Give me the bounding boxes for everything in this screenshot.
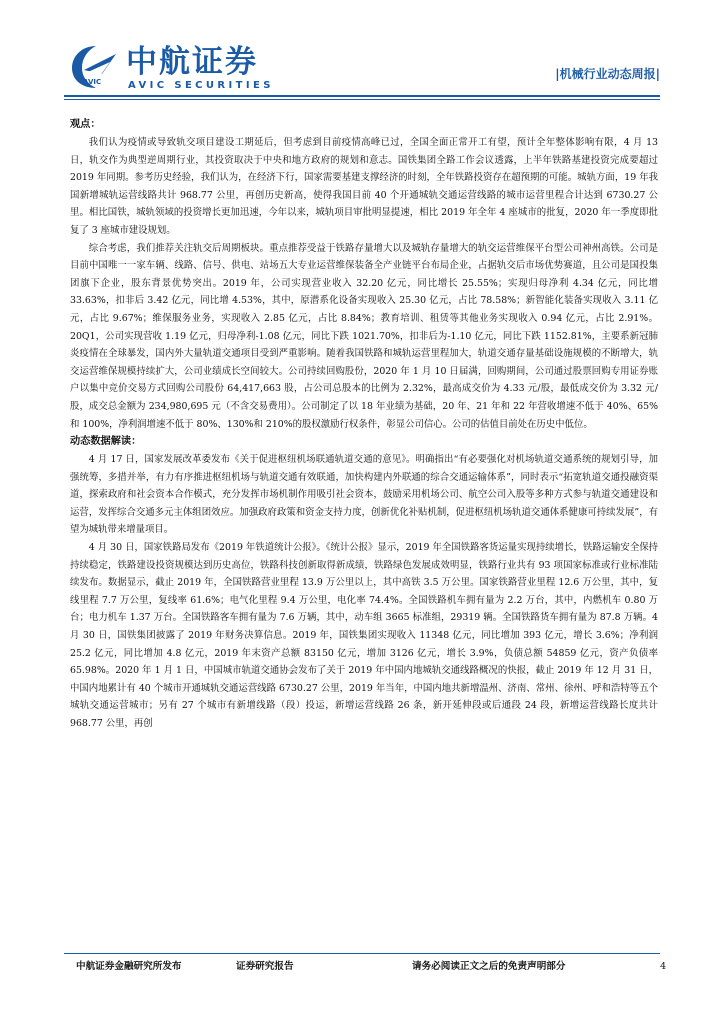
header-divider <box>64 95 660 97</box>
page-header <box>0 0 724 112</box>
footer-disclaimer: 请务必阅读正文之后的免责声明部分 <box>412 961 566 972</box>
logo-chinese-name: 中航证券 <box>126 44 258 80</box>
page-number: 4 <box>660 961 667 972</box>
paragraph: 4 月 17 日，国家发展改革委发布《关于促进枢纽机场联通轨道交通的意见》。明确指出“有必要强化对机场轨道交通系统的规划引导，加强统筹，多措并举，有力有序推进枢纽机场与轨道交通有效联通，加快构建内外联通的综合交通运输体系”，同时表示“拓宽轨道交通投融资渠道，探索政府和社会资本合作模式，充分发挥市场机制作用吸引社会资本，鼓励采用机场公司、航空公司入股等多种方式参与轨道交通建设和运营，发挥综合交通多元主体组团效应。加强政府政策和资金支持力度，创新优化补贴机制，促进枢纽机场轨道交通体系健康可持续发展”，有望为城轨带来增量项目。 <box>70 454 658 536</box>
footer-institute: 中航证券金融研究所发布 <box>76 961 182 972</box>
paragraph: 我们认为疫情或导致轨交项目建设工期延后，但考虑到目前疫情高峰已过，全国全面正常开工有望，预计全年整体影响有限，4 月 13 日，轨交作为典型逆周期行业，其投资取决于中央和地方政府的规划和意志。国铁集团全路工作会议透露，上半年铁路基建投资完成要超过 2019 年同期。参考历史经验，我们认为，在经济下行，国家需要基建支撑经济的时刻，全年铁路投资存在超预期的可能。城轨方面，19 年我国新增城轨运营线路共计 968.77 公里，再创历史新高，使得我国目前 40 个开通城轨交通运营线路的城市运营里程合计达到 6730.27 公里。相比国铁，城轨领域的投资增长更加迅速，今年以来，城轨项目审批明显提速，相比 2019 年全年 4 座城市的批复，2020 年一季度即批复了 3 座城市建设规划。 <box>70 137 658 236</box>
footer-report-label: 证券研究报告 <box>236 961 294 972</box>
report-type-label: |机械行业动态周报| <box>555 67 660 81</box>
header-divider-thin <box>64 99 660 100</box>
section-dynamic-data <box>70 433 658 733</box>
section-viewpoint <box>70 116 658 433</box>
logo-mark-text: AVIC <box>83 78 102 86</box>
footer-divider <box>64 953 660 954</box>
section-heading-viewpoint: 观点： <box>70 119 101 130</box>
logo-english-name: AVIC SECURITIES <box>128 80 274 91</box>
avic-logo-icon <box>70 44 122 90</box>
paragraph: 4 月 30 日，国家铁路局发布《2019 年铁道统计公报》。《统计公报》显示，2019 年全国铁路客货运量实现持续增长，铁路运输安全保持持续稳定，铁路建设投资规模达到历史高位，铁路科技创新取得新成绩，铁路绿色发展成效明显，铁路行业共有 93 项国家标准或行业标准陆续发布。数据显示，截止 2019 年，全国铁路营业里程 13.9 万公里以上，其中高铁 3.5 万公里。国家铁路营业里程 12.6 万公里，其中，复线里程 7.7 万公里，复线率 61.6%；电气化里程 9.4 万公里，电化率 74.4%。全国铁路机车拥有量为 2.2 万台，其中，内燃机车 0.80 万台；电力机车 1.37 万台。全国铁路客车拥有量为 7.6 万辆，其中，动车组 3665 标准组，29319 辆。全国铁路货车拥有量为 87.8 万辆。4 月 30 日，国铁集团披露了 2019 年财务决算信息。2019 年，国铁集团实现收入 11348 亿元，同比增加 393 亿元，增长 3.6%；净利润 25.2 亿元，同比增加 4.8 亿元，2019 年末资产总额 83150 亿元，增加 3126 亿元，增长 3.9%，负债总额 54859 亿元，资产负债率 65.98%。2020 年 1 月 1 日，中国城市轨道交通协会发布了关于 2019 年中国内地城轨交通线路概况的快报，截止 2019 年 12 月 31 日，中国内地累计有 40 个城市开通城轨交通运营线路 6730.27 公里，2019 年当年，中国内地共新增温州、济南、常州、徐州、呼和浩特等五个城轨交通运营城市；另有 27 个城市有新增线路（段）投运，新增运营线路 26 条，新开延伸段或后通段 24 段，新增运营线路长度共计 968.77 公里，再创 <box>70 542 658 729</box>
main-content <box>70 116 658 733</box>
paragraph: 综合考虑，我们推荐关注轨交后周期板块。重点推荐受益于铁路存量增大以及城轨存量增大的轨交运营维保平台型公司神州高铁。公司是目前中国唯一一家车辆、线路、信号、供电、站场五大专业运营维保装备全产业链平台布局企业，占据轨交后市场优势赛道，且公司是国投集团旗下企业，股东背景优势突出。2019 年，公司实现营业收入 32.20 亿元，同比增长 25.55%；实现归母净利 4.34 亿元，同比增 33.63%，扣非后 3.42 亿元，同比增 4.53%，其中，原潜系化设备实现收入 25.30 亿元，占比 78.58%；新智能化装备实现收入 3.11 亿元，占比 9.67%；维保服务业务，实现收入 2.85 亿元，占比 8.84%；教育培训、租赁等其他业务实现收入 0.94 亿元，占比 2.91%。20Q1，公司实现营收 1.19 亿元，归母净利-1.08 亿元，同比下跌 1021.70%，扣非后为-1.10 亿元，同比下跌 1152.81%，主要系新冠肺炎疫情在全球暴发，国内外大量轨道交通项目受到严重影响。随着我国铁路和城轨运营里程加大，轨道交通存量基础设施规模的不断增大，轨交运营维保规模持续扩大，公司业绩成长空间较大。公司持续回购股份，2020 年 1 月 10 日届满，回购期间，公司通过股票回购专用证券账户以集中竞价交易方式回购公司股份 64,417,663 股，占公司总股本的比例为 2.32%，最高成交价为 4.33 元/股，最低成交价为 3.32 元/股，成交总金额为 234,980,695 元（不含交易费用）。公司制定了以 18 年业绩为基础，20 年、21 年和 22 年营收增速不低于 40%、65%和 100%，净利润增速不低于 80%、130%和 210%的股权激励行权条件，彰显公司信心。公司的估值目前处在历史中低位。 <box>70 242 658 430</box>
section-heading-dynamic-data: 动态数据解读： <box>70 436 142 448</box>
